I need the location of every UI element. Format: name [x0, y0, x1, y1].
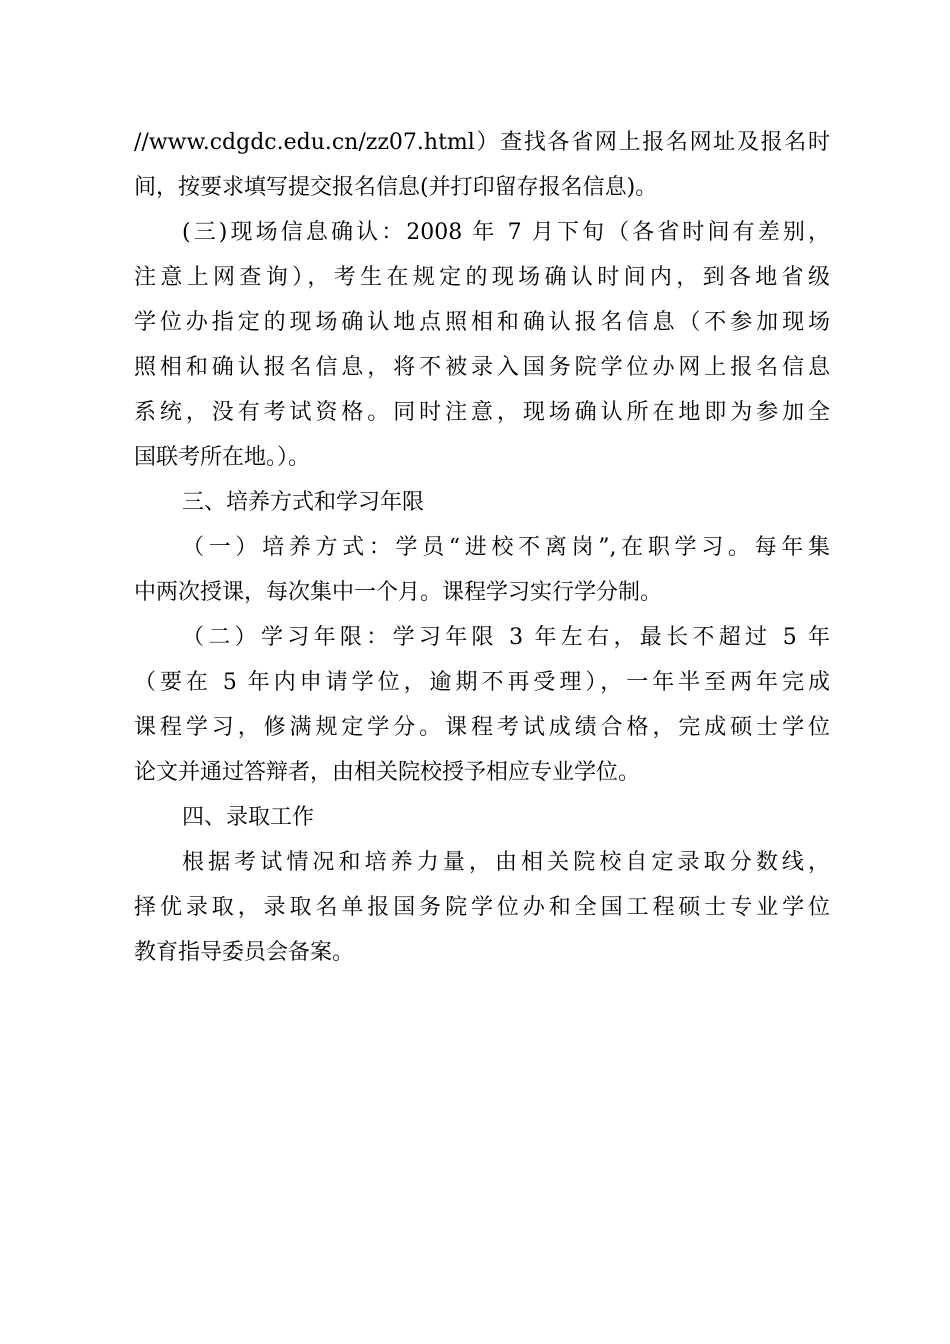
- text-line: //www.cdgdc.edu.cn/zz07.html）查找各省网上报名网址及报名时: [134, 130, 830, 155]
- text-line: （二）学习年限：学习年限 3 年左右，最长不超过 5 年: [182, 625, 830, 650]
- paragraph-registration-continued: [134, 120, 830, 210]
- section-heading-admission: [134, 795, 830, 840]
- paragraph-admission-work: [134, 840, 830, 975]
- paragraph-onsite-confirmation: [134, 210, 830, 480]
- text-line: 论文并通过答辩者，由相关院校授予相应专业学位。: [134, 760, 641, 785]
- text-line: 国联考所在地。）。: [134, 445, 311, 470]
- text-line: 系统，没有考试资格。同时注意，现场确认所在地即为参加全: [134, 400, 830, 425]
- text-line: （一）培养方式：学员“进校不离岗”,在职学习。每年集: [182, 535, 830, 560]
- section-heading-training: [134, 480, 830, 525]
- text-line: 照相和确认报名信息，将不被录入国务院学位办网上报名信息: [134, 355, 830, 380]
- text-line: 学位办指定的现场确认地点照相和确认报名信息（不参加现场: [134, 310, 830, 335]
- text-line: 中两次授课，每次集中一个月。课程学习实行学分制。: [134, 580, 663, 605]
- heading-line: 三、培养方式和学习年限: [182, 490, 425, 515]
- paragraph-study-duration: [134, 615, 830, 795]
- text-line: 注意上网查询），考生在规定的现场确认时间内，到各地省级: [134, 265, 830, 290]
- text-line: (三)现场信息确认：2008 年 7 月下旬（各省时间有差别，: [182, 220, 830, 245]
- text-line: 教育指导委员会备案。: [134, 940, 355, 965]
- heading-line: 四、录取工作: [182, 805, 315, 830]
- text-line: 择优录取，录取名单报国务院学位办和全国工程硕士专业学位: [134, 895, 830, 920]
- text-line: 根据考试情况和培养力量，由相关院校自定录取分数线，: [182, 850, 830, 875]
- text-line: 课程学习，修满规定学分。课程考试成绩合格，完成硕士学位: [134, 715, 830, 740]
- text-line: （要在 5 年内申请学位，逾期不再受理），一年半至两年完成: [134, 670, 830, 695]
- text-line: 间，按要求填写提交报名信息(并打印留存报名信息)。: [134, 175, 658, 200]
- document-body: [134, 120, 830, 975]
- paragraph-training-method: [134, 525, 830, 615]
